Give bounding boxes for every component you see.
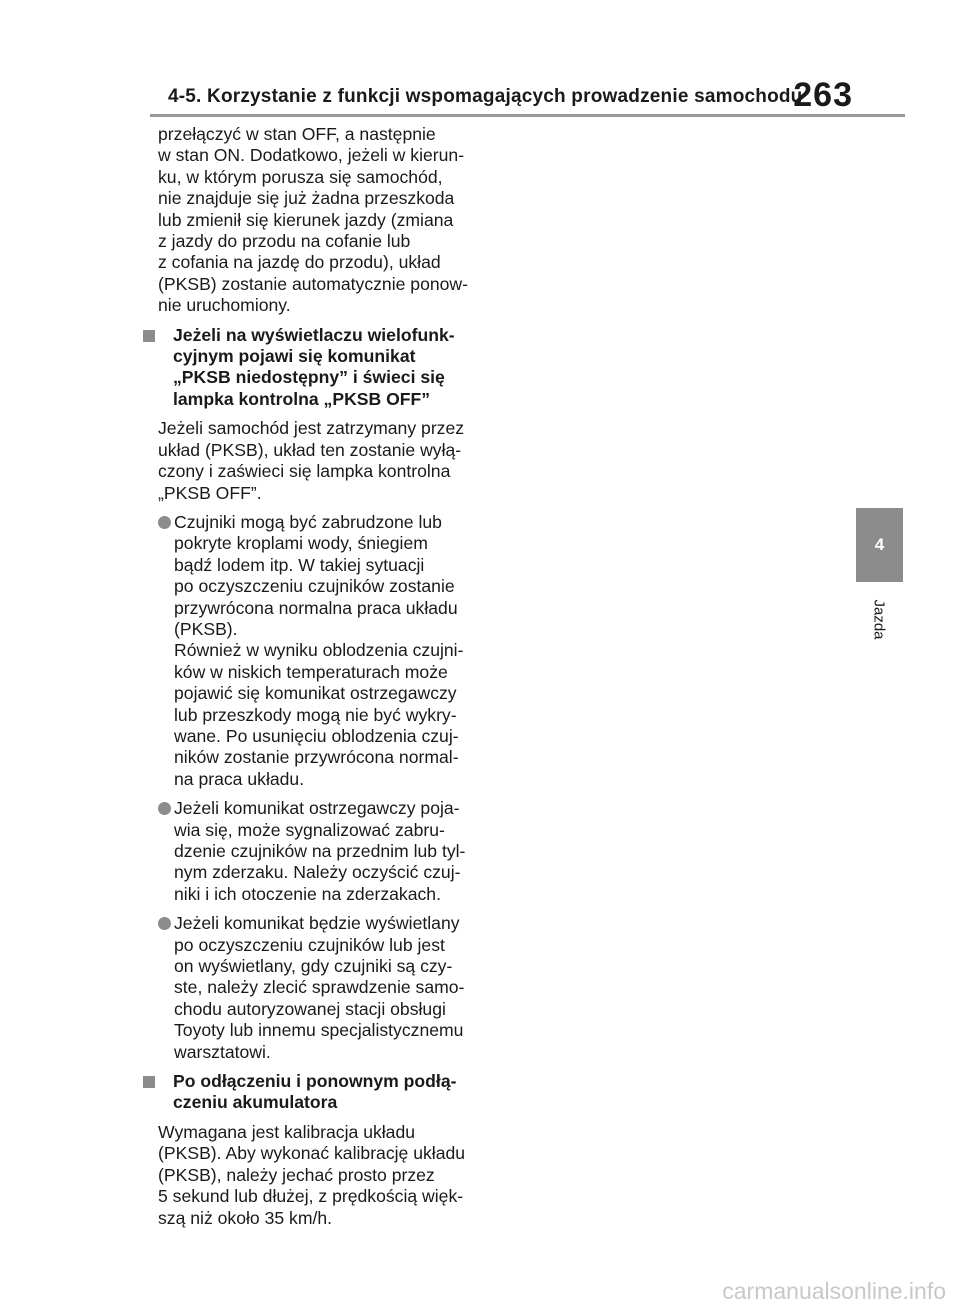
watermark: carmanualsonline.info xyxy=(722,1278,946,1304)
text-line: dzenie czujników na przednim lub tyl- xyxy=(174,841,466,861)
subheading-battery xyxy=(158,1071,488,1114)
header-divider xyxy=(150,114,905,117)
text-line: warsztatowi. xyxy=(174,1041,271,1062)
text-line: (PKSB). xyxy=(174,618,238,639)
text-line: wia się, może sygnalizować zabru- xyxy=(174,819,445,840)
chapter-label: Jazda xyxy=(871,598,888,640)
text-line: lub przeszkody mogą nie być wykry- xyxy=(174,704,457,725)
text-line: nym zderzaku. Należy oczyścić czuj- xyxy=(174,862,461,883)
heading-line: Jeżeli na wyświetlaczu wielofunk- xyxy=(173,324,455,345)
text-line: ku, w którym porusza się samochód, xyxy=(158,166,443,187)
subheading-display-message xyxy=(158,325,488,411)
bullet-item-service xyxy=(158,913,488,1063)
text-line: (PKSB), należy jechać prosto przez xyxy=(158,1164,435,1185)
text-line: przełączyć w stan OFF, a następnie xyxy=(158,124,436,144)
text-line: w stan ON. Dodatkowo, jeżeli w kierun- xyxy=(158,145,465,166)
text-line: przywrócona normalna praca układu xyxy=(174,597,458,618)
page-number: 263 xyxy=(793,76,853,114)
heading-line: czeniu akumulatora xyxy=(173,1092,338,1113)
page-header xyxy=(150,72,905,116)
heading-line: Po odłączeniu i ponownym podłą- xyxy=(173,1071,457,1092)
text-line: ków w niskich temperaturach może xyxy=(174,661,448,682)
text-line: Jeżeli komunikat będzie wyświetlany xyxy=(174,913,460,934)
text-line: nie znajduje się już żadna przeszkoda xyxy=(158,188,455,209)
text-line: „PKSB OFF”. xyxy=(158,482,262,503)
text-line: na praca układu. xyxy=(174,768,305,789)
text-line: Również w wyniku oblodzenia czujni- xyxy=(174,640,464,661)
text-line: nie uruchomiony. xyxy=(158,295,291,316)
text-line: czony i zaświeci się lampka kontrolna xyxy=(158,461,451,482)
heading-line: lampka kontrolna „PKSB OFF” xyxy=(173,388,431,409)
intro-paragraph xyxy=(158,124,488,317)
chapter-label-box xyxy=(856,588,903,650)
text-line: ste, należy zlecić sprawdzenie samo- xyxy=(174,977,465,998)
text-line: on wyświetlany, gdy czujniki są czy- xyxy=(174,956,453,977)
text-line: Jeżeli komunikat ostrzegawczy poja- xyxy=(174,798,460,819)
text-line: bądź lodem itp. W takiej sytuacji xyxy=(174,554,425,575)
round-bullet-icon xyxy=(158,516,171,529)
heading-line: „PKSB niedostępny” i świeci się xyxy=(173,367,445,388)
text-line: po oczyszczeniu czujników zostanie xyxy=(174,576,455,597)
bullet-item-dirty-sensors xyxy=(158,512,488,790)
text-line: 5 sekund lub dłużej, z prędkością więk- xyxy=(158,1186,464,1207)
text-line: (PKSB). Aby wykonać kalibrację układu xyxy=(158,1143,466,1164)
text-line: układ (PKSB), układ ten zostanie wyłą- xyxy=(158,439,462,460)
chapter-number: 4 xyxy=(874,535,885,554)
text-line: szą niż około 35 km/h. xyxy=(158,1207,333,1228)
text-line: pokryte kroplami wody, śniegiem xyxy=(174,533,428,554)
square-bullet-icon xyxy=(143,1076,155,1088)
text-line: pojawić się komunikat ostrzegawczy xyxy=(174,683,457,704)
square-bullet-icon xyxy=(143,330,155,342)
heading-line: cyjnym pojawi się komunikat xyxy=(173,346,416,367)
text-line: chodu autoryzowanej stacji obsługi xyxy=(174,998,446,1019)
text-line: niki i ich otoczenie na zderzakach. xyxy=(174,883,441,904)
main-content xyxy=(158,124,488,1237)
text-line: lub zmienił się kierunek jazdy (zmiana xyxy=(158,209,454,230)
chapter-tab xyxy=(856,508,903,582)
text-line: z cofania na jazdę do przodu), układ xyxy=(158,252,441,273)
text-line: (PKSB) zostanie automatycznie ponow- xyxy=(158,273,468,294)
text-line: Jeżeli samochód jest zatrzymany przez xyxy=(158,418,465,439)
bullet-item-warning-message xyxy=(158,798,488,905)
text-line: Czujniki mogą być zabrudzone lub xyxy=(174,511,442,532)
text-line: Toyoty lub innemu specjalistycznemu xyxy=(174,1020,464,1041)
text-line: ników zostanie przywrócona normal- xyxy=(174,747,459,768)
section-title: 4-5. Korzystanie z funkcji wspomagających prowadzenie samochodu xyxy=(168,86,803,107)
text-line: po oczyszczeniu czujników lub jest xyxy=(174,934,445,955)
paragraph-calibration xyxy=(158,1122,488,1229)
text-line: wane. Po usunięciu oblodzenia czuj- xyxy=(174,725,459,746)
text-line: Wymagana jest kalibracja układu xyxy=(158,1121,416,1142)
text-line: z jazdy do przodu na cofanie lub xyxy=(158,231,411,252)
paragraph-pksb-off xyxy=(158,418,488,504)
